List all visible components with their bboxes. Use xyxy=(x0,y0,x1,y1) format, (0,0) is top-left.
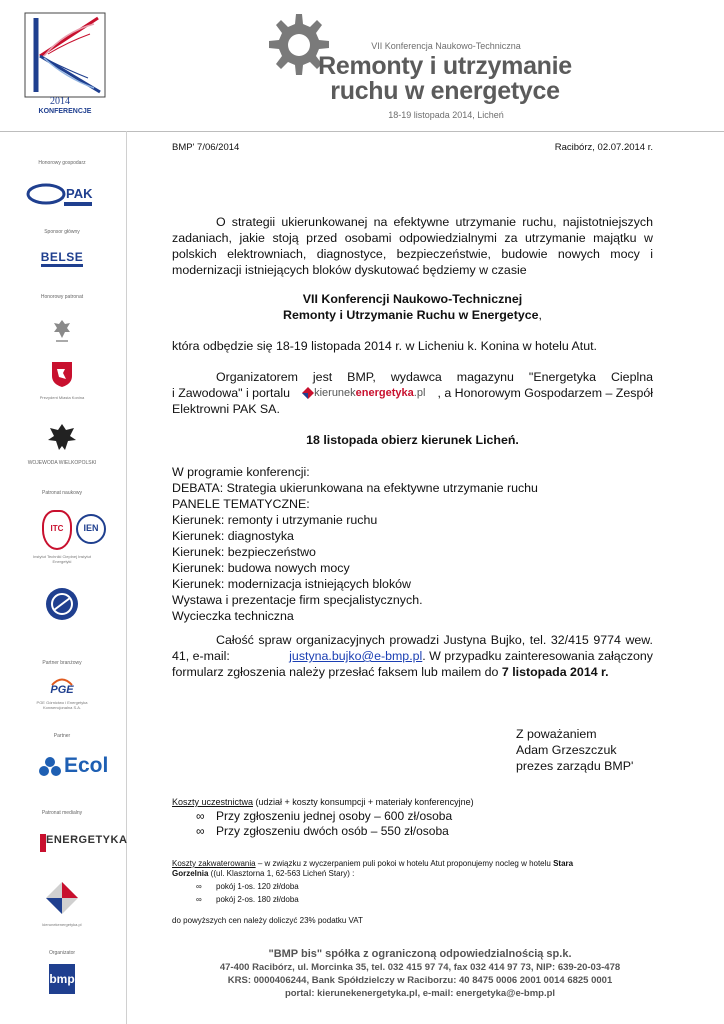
lodging-address: ((ul. Klasztorna 1, 62-563 Licheń Stary) : xyxy=(208,869,355,878)
portal-diamond-icon xyxy=(44,880,80,916)
pge-logo: PGE xyxy=(50,684,74,696)
fee-item-2 xyxy=(196,823,449,839)
contact-line2 xyxy=(172,648,653,664)
program-item-4: Kierunek: remonty i utrzymanie ruchu xyxy=(172,513,378,527)
ien-logo-text: IEN xyxy=(83,523,99,533)
contact-line2-end: . W przypadku zainteresowania załączony xyxy=(422,649,653,663)
program-item-7: Kierunek: budowa nowych mocy xyxy=(172,561,350,575)
organizer-label: Organizator xyxy=(48,950,76,956)
footer-registry: KRS: 0000406244, Bank Spółdzielczy w Raciborzu: 40 8475 0006 2001 0014 6825 0001 xyxy=(227,975,613,986)
logo-year: 2014 xyxy=(50,96,70,107)
portal-inline-diamond-icon xyxy=(302,387,314,399)
program-item-1: W programie konferencji: xyxy=(172,465,310,479)
fee-item-1-bullet: ∞ xyxy=(196,809,205,823)
conference-name-line1: VII Konferencji Naukowo-Technicznej xyxy=(302,292,523,306)
program-item-6: Kierunek: bezpieczeństwo xyxy=(172,545,316,559)
main-sponsor-label: Sponsor główny xyxy=(44,229,80,235)
fees-label: Koszty uczestnictwa xyxy=(172,797,254,807)
conference-date: 18-19 listopada 2014, Licheń xyxy=(388,110,504,120)
organizer-line2 xyxy=(172,385,653,401)
voivode-caption: WOJEWODA WIELKOPOLSKI xyxy=(27,460,97,466)
ecol-dots-icon xyxy=(38,756,62,778)
contact-deadline: 7 listopada 2014 r. xyxy=(501,665,609,679)
portal-inline-logo xyxy=(302,385,425,401)
lodging-item-1-text: pokój 1-os. 120 zł/doba xyxy=(216,882,299,891)
konin-crest-icon xyxy=(50,360,74,388)
contact-email-link[interactable]: justyna.bujko@e-bmp.pl xyxy=(289,649,423,663)
lodging-item-2-bullet: ∞ xyxy=(196,895,202,904)
industry-label: Partner branżowy xyxy=(42,660,82,666)
belse-logo xyxy=(20,248,104,267)
lodging-hotel-b: Gorzelnia xyxy=(172,869,209,878)
venue-line: która odbędzie się 18-19 listopada 2014 r. w Licheniu k. Konina w hotelu Atut. xyxy=(172,339,598,353)
konferencje-logo xyxy=(24,12,106,120)
fees-note: (udział + koszty konsumpcji + materiały konferencyjne) xyxy=(253,797,474,807)
belse-logo-text: BELSE xyxy=(41,250,84,267)
itc-logo xyxy=(42,510,72,550)
program-item-2: DEBATA: Strategia ukierunkowana na efektywne utrzymanie ruchu xyxy=(172,481,538,495)
lodging-item-2-text: pokój 2-os. 180 zł/doba xyxy=(216,895,299,904)
logo-word: KONFERENCJE xyxy=(38,108,92,115)
organizer-line3: Elektrowni PAK SA. xyxy=(172,402,280,416)
signer-name: Adam Grzeszczuk xyxy=(516,743,617,757)
organizer-line2-start: i Zawodowa" i portalu xyxy=(172,386,291,400)
lodging-item-1-bullet: ∞ xyxy=(196,882,202,891)
lodging-hotel-a: Stara xyxy=(553,859,574,868)
lodging-text: – w związku z wyczerpaniem puli pokoi w hotelu Atut proponujemy nocleg w hotelu xyxy=(255,859,554,868)
bmp-logo: bmp xyxy=(49,964,75,994)
ien-logo xyxy=(76,514,106,544)
lodging-label: Koszty zakwaterowania xyxy=(172,859,256,868)
ecol-logo: Ecol xyxy=(64,754,109,777)
sidebar-divider xyxy=(126,131,127,1024)
partner-label: Partner xyxy=(53,733,71,739)
voivode-eagle-icon xyxy=(46,422,78,454)
conference-title-line1: Remonty i utrzymanie xyxy=(318,52,572,80)
ministry-eagle-icon xyxy=(52,318,72,344)
header-divider xyxy=(0,131,724,132)
conference-kicker: VII Konferencja Naukowo-Techniczna xyxy=(371,41,521,51)
contact-line3-text: formularz zgłoszenia należy przesłać faksem lub mailem do xyxy=(172,665,499,679)
scientific-caption: Instytut Techniki Cieplnej Instytut Energetyki xyxy=(33,554,91,564)
portal-inline-part3: .pl xyxy=(413,387,426,399)
conference-title-line2: ruchu w energetyce xyxy=(330,77,560,105)
organizer-line1: Organizatorem jest BMP, wydawca magazynu "Energetyka Cieplna xyxy=(216,370,653,384)
portal-inline-part2: energetyka xyxy=(355,387,414,399)
lodging-line1 xyxy=(172,859,573,869)
footer-portal: portal: kierunekenergetyka.pl, e-mail: energetyka@e-bmp.pl xyxy=(284,988,556,999)
program-item-3: PANELE TEMATYCZNE: xyxy=(172,497,310,511)
lodging-item-2 xyxy=(196,895,299,905)
conference-name-line2-tail: , xyxy=(538,308,542,322)
fee-item-2-bullet: ∞ xyxy=(196,824,205,838)
conference-name-line2 xyxy=(172,307,653,323)
program-item-9: Wystawa i prezentacje firm specjalistycznych. xyxy=(172,593,423,607)
mayor-caption: Prezydent Miasta Konina xyxy=(39,395,85,400)
vat-note: do powyższych cen należy doliczyć 23% podatku VAT xyxy=(172,916,363,925)
footer-address: 47-400 Racibórz, ul. Morcinka 35, tel. 032 415 97 74, fax 032 414 97 73, NIP: 639-20-03-478 xyxy=(219,962,621,973)
program-item-8: Kierunek: modernizacja istniejących bloków xyxy=(172,577,411,591)
host-label: Honorowy gospodarz xyxy=(38,160,86,166)
fees-heading xyxy=(172,796,474,808)
scientific-label: Patronat naukowy xyxy=(41,490,83,496)
association-emblem-icon xyxy=(44,586,80,622)
portal-caption: kierunekenergetyka.pl xyxy=(42,922,82,927)
letter-place-date: Racibórz, 02.07.2014 r. xyxy=(554,142,653,153)
conference-name-line2-text: Remonty i Utrzymanie Ruchu w Energetyce xyxy=(283,308,539,322)
energetyka-logo: ENERGETYKA xyxy=(46,834,128,846)
contact-line3 xyxy=(172,664,609,680)
signer-role: prezes zarządu BMP' xyxy=(516,759,634,773)
portal-inline-part1: kierunek xyxy=(314,387,356,399)
pak-logo-text: PAK xyxy=(66,186,93,201)
slogan: 18 listopada obierz kierunek Licheń. xyxy=(306,433,519,447)
lodging-item-1 xyxy=(196,882,299,892)
lodging-line2 xyxy=(172,869,354,879)
fee-item-1 xyxy=(196,808,452,824)
letter-reference: BMP' 7/06/2014 xyxy=(172,142,240,153)
fee-item-1-text: Przy zgłoszeniu jednej osoby – 600 zł/osoba xyxy=(216,809,453,823)
program-item-5: Kierunek: diagnostyka xyxy=(172,529,294,543)
patrons-label: Honorowy patronat xyxy=(40,294,84,300)
itc-logo-text: ITC xyxy=(50,524,64,533)
intro-paragraph: O strategii ukierunkowanej na efektywne utrzymanie ruchu, najistotniejszych zadaniach, jakie stoją przed osobami odpowiedzialnymi za utrzymanie majątku w polskich elektrowniach, diagnostyce, bezpieczeństwie, budowie nowych mocy i modernizacji istniejących bloków dyskutować będziemy w czasie xyxy=(172,215,653,277)
program-item-10: Wycieczka techniczna xyxy=(172,609,294,623)
media-label: Patronat medialny xyxy=(41,810,83,816)
contact-line2-start: 41, e-mail: xyxy=(172,649,230,663)
fee-item-2-text: Przy zgłoszeniu dwóch osób – 550 zł/osoba xyxy=(216,824,449,838)
contact-line1: Całość spraw organizacyjnych prowadzi Justyna Bujko, tel. 32/415 9774 wew. xyxy=(216,633,653,647)
footer-company: "BMP bis" spółka z ograniczoną odpowiedzialnością sp.k. xyxy=(268,948,572,960)
organizer-line2-end: , a Honorowym Gospodarzem – Zespół xyxy=(437,386,653,400)
closing: Z poważaniem xyxy=(516,727,597,741)
pak-logo xyxy=(20,180,104,210)
industry-caption: PGE Górnictwo i Energetyka Konwencjonalna S.A. xyxy=(36,700,88,710)
